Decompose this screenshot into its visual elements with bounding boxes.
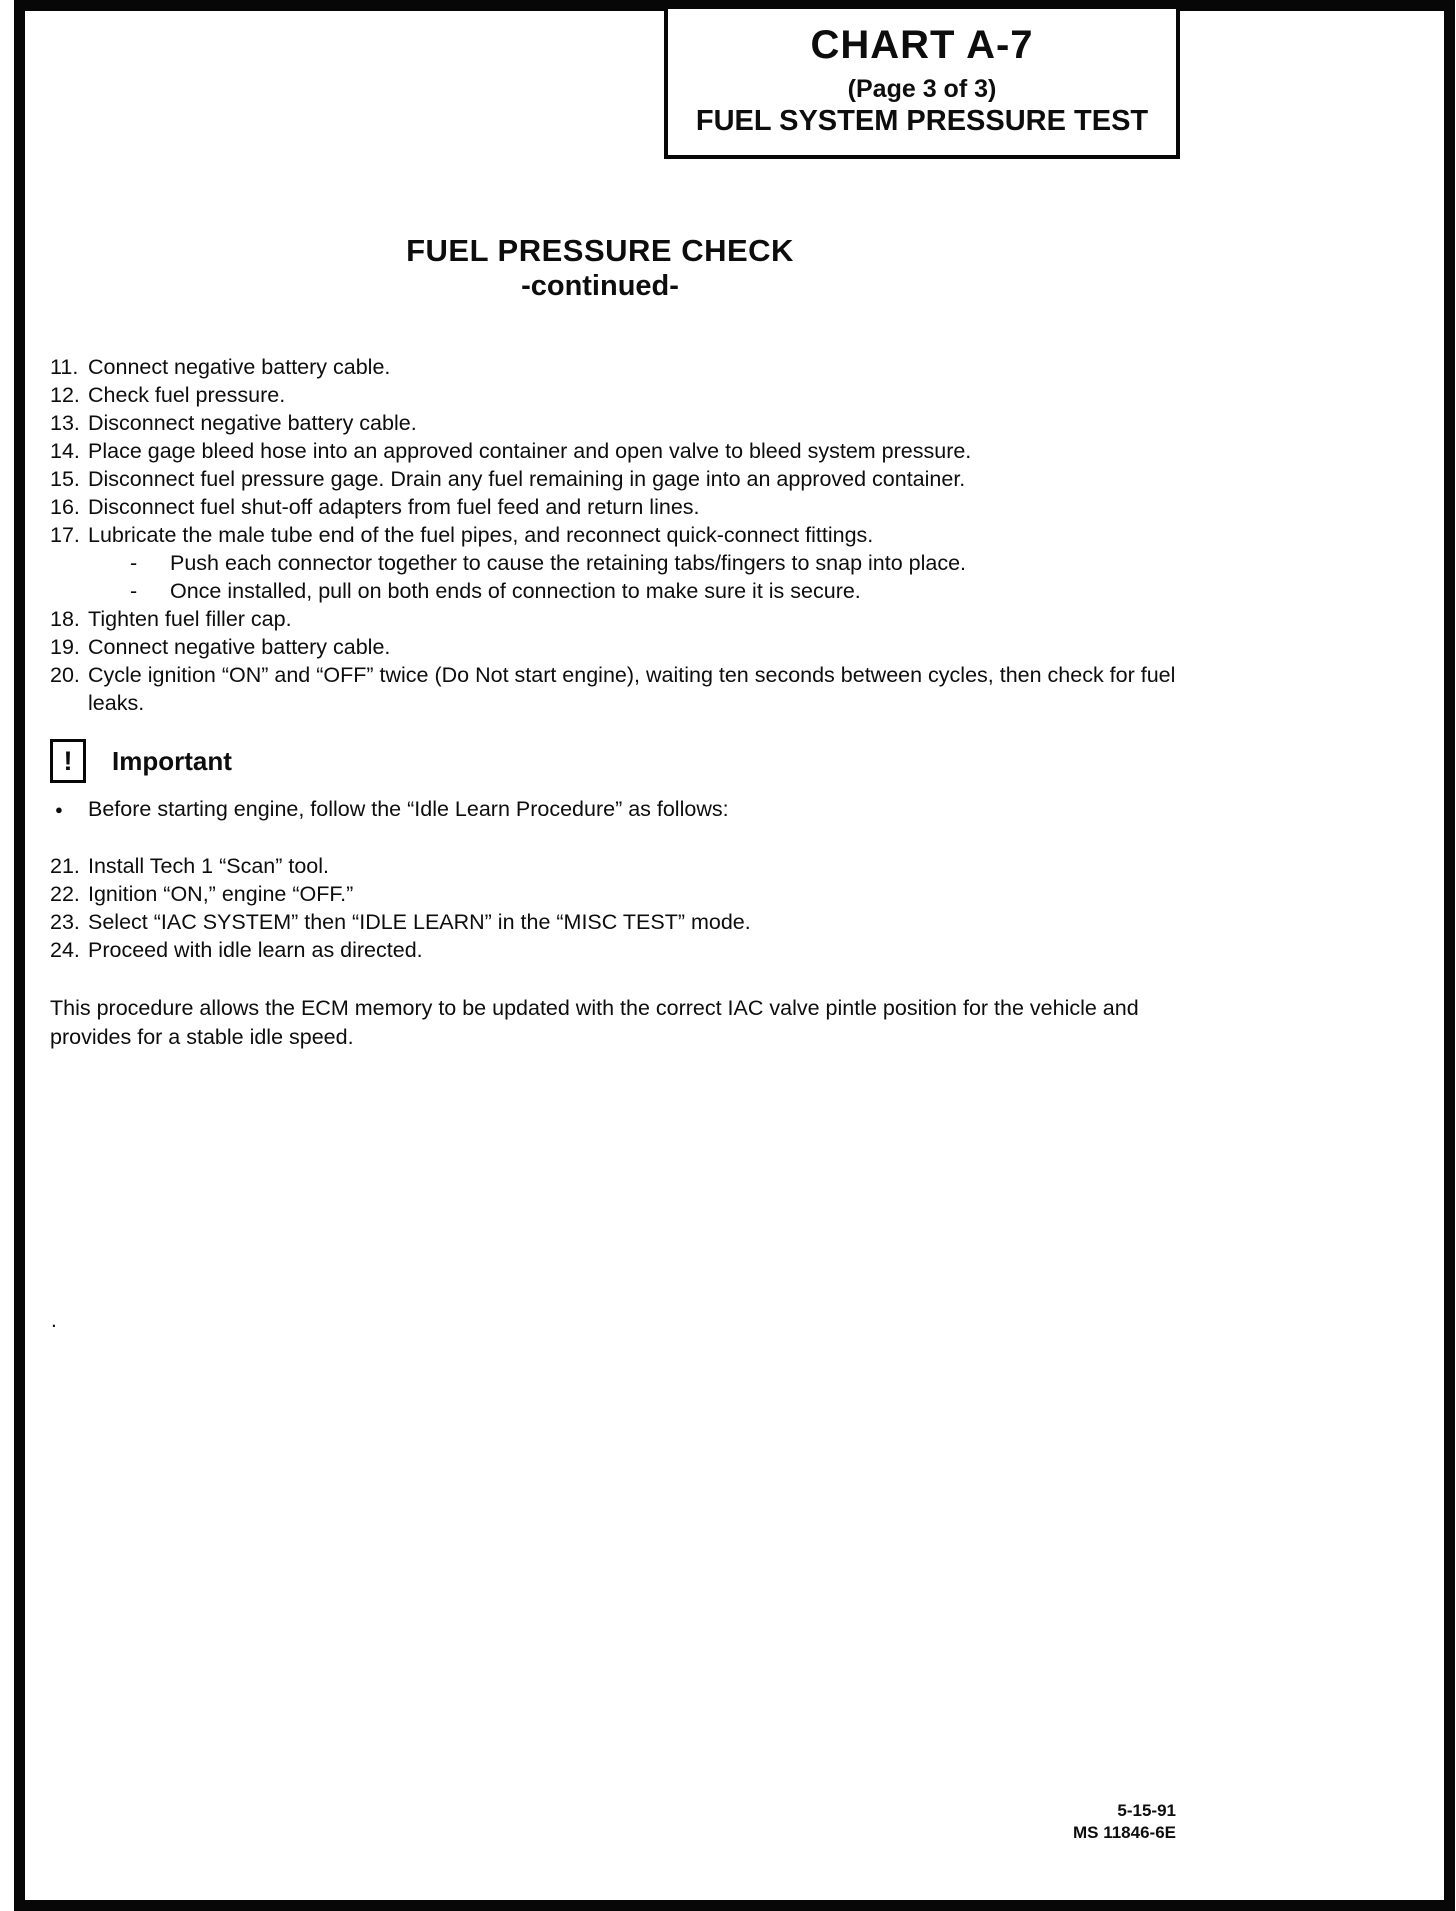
step-number: 15. [50,467,80,491]
step-text: Connect negative battery cable. [88,355,391,379]
subitem-text: Once installed, pull on both ends of connection to make sure it is secure. [170,579,861,603]
step-text: Disconnect negative battery cable. [88,411,417,435]
list-item [25,633,1410,661]
chart-title: CHART A-7 [810,23,1034,67]
step-number: 20. [50,663,80,687]
page-footer [1073,1800,1176,1844]
important-callout [25,739,1444,783]
list-item [25,409,1410,437]
list-subitem [25,549,1410,577]
list-item [25,661,1410,717]
list-subitem [25,577,1410,605]
chart-page-indicator: (Page 3 of 3) [847,75,997,103]
step-number: 16. [50,495,80,519]
step-number: 19. [50,635,80,659]
step-number: 13. [50,411,80,435]
bullet-item [25,795,1410,824]
bullet-text: Before starting engine, follow the “Idle Learn Procedure” as follows: [88,797,729,821]
footer-doc-number: MS 11846-6E [1072,1823,1176,1842]
step-text: Tighten fuel filler cap. [88,607,292,631]
step-text: Connect negative battery cable. [88,635,391,659]
list-item [25,605,1410,633]
list-item [25,908,1410,936]
procedure-steps-11-20 [25,353,1444,717]
chart-subtitle: FUEL SYSTEM PRESSURE TEST [695,105,1149,137]
important-exclamation-icon: ! [50,739,86,783]
dash-marker: - [130,551,138,575]
step-number: 22. [50,882,80,906]
step-number: 21. [50,854,80,878]
step-text: Check fuel pressure. [88,383,286,407]
list-item [25,852,1410,880]
step-number: 11. [50,355,79,379]
list-item [25,936,1410,964]
procedure-steps-21-24 [25,852,1444,964]
step-text: Cycle ignition “ON” and “OFF” twice (Do Not start engine), waiting ten seconds between cycles, then check for fuel leaks. [88,663,1176,715]
footer-date: 5-15-91 [1117,1801,1176,1820]
list-item [25,381,1410,409]
list-item [25,521,1410,549]
step-text: Disconnect fuel pressure gage. Drain any fuel remaining in gage into an approved container. [88,467,966,491]
dash-marker: - [130,579,138,603]
step-text: Place gage bleed hose into an approved container and open valve to bleed system pressure. [88,439,972,463]
list-item [25,880,1410,908]
list-item [25,353,1410,381]
step-text: Ignition “ON,” engine “OFF.” [88,882,354,906]
document-page [14,0,1455,1911]
list-item [25,437,1410,465]
step-text: Disconnect fuel shut-off adapters from fuel feed and return lines. [88,495,700,519]
step-number: 18. [50,607,80,631]
step-number: 24. [50,938,80,962]
step-number: 12. [50,383,80,407]
section-heading [25,233,1175,303]
step-text: Select “IAC SYSTEM” then “IDLE LEARN” in the “MISC TEST” mode. [88,910,751,934]
step-text: Lubricate the male tube end of the fuel pipes, and reconnect quick-connect fittings. [88,523,874,547]
section-continued: -continued- [521,270,679,302]
closing-paragraph: This procedure allows the ECM memory to be updated with the correct IAC valve pintle position for the vehicle and provides for a stable idle speed. [50,996,1139,1049]
step-number: 14. [50,439,80,463]
list-item [25,465,1410,493]
step-text: Install Tech 1 “Scan” tool. [88,854,330,878]
section-title: FUEL PRESSURE CHECK [406,233,794,268]
scan-artifact-dot: . [51,1309,57,1332]
step-number: 17. [50,523,80,547]
bullet-marker: ● [55,802,63,817]
list-item [25,493,1410,521]
subitem-text: Push each connector together to cause the retaining tabs/fingers to snap into place. [170,551,967,575]
important-label: Important [112,745,232,776]
step-text: Proceed with idle learn as directed. [88,938,423,962]
chart-title-box [664,5,1180,159]
step-number: 23. [50,910,80,934]
